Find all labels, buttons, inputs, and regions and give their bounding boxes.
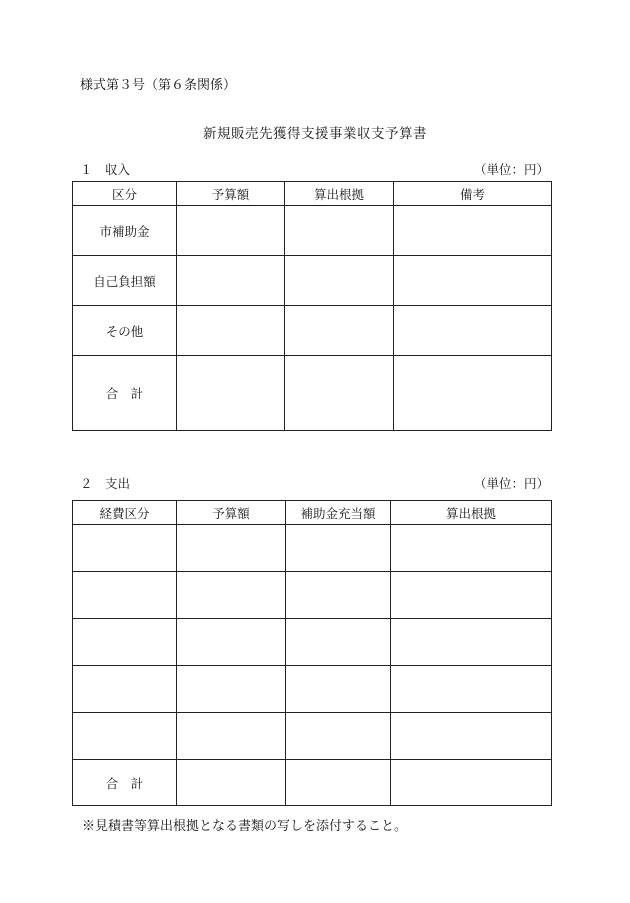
table-row [73, 525, 552, 572]
expense-cell[interactable] [286, 525, 391, 572]
income-col-remarks: 備考 [394, 182, 552, 206]
income-col-category: 区分 [73, 182, 177, 206]
expense-total-label: 合 計 [73, 760, 177, 806]
expense-cell[interactable] [391, 713, 552, 760]
table-row-total [73, 356, 552, 431]
income-header-row [73, 182, 552, 206]
income-unit-label: （単位：円） [474, 162, 550, 177]
expense-cell[interactable] [177, 525, 286, 572]
income-cell[interactable] [394, 256, 552, 306]
income-row-label: その他 [73, 306, 177, 356]
expense-col-basis: 算出根拠 [391, 501, 552, 525]
table-row-total [73, 760, 552, 806]
income-cell[interactable] [177, 356, 285, 431]
income-cell[interactable] [177, 206, 285, 256]
table-row [73, 713, 552, 760]
income-cell[interactable] [285, 206, 394, 256]
income-row-label: 市補助金 [73, 206, 177, 256]
expense-cell[interactable] [73, 525, 177, 572]
expense-col-subsidy: 補助金充当額 [286, 501, 391, 525]
expense-cell[interactable] [177, 572, 286, 619]
expense-cell[interactable] [286, 666, 391, 713]
income-cell[interactable] [394, 356, 552, 431]
expense-cell[interactable] [73, 619, 177, 666]
expense-cell[interactable] [177, 713, 286, 760]
income-col-budget: 予算額 [177, 182, 285, 206]
expense-cell[interactable] [286, 572, 391, 619]
expense-col-budget: 予算額 [177, 501, 286, 525]
income-cell[interactable] [394, 206, 552, 256]
expense-cell[interactable] [177, 619, 286, 666]
table-row [73, 206, 552, 256]
income-heading: １ 収入 [80, 162, 131, 177]
income-cell[interactable] [177, 256, 285, 306]
expense-heading: ２ 支出 [80, 476, 131, 491]
expense-cell[interactable] [177, 666, 286, 713]
income-row-label: 自己負担額 [73, 256, 177, 306]
expense-cell[interactable] [391, 760, 552, 806]
expense-cell[interactable] [391, 525, 552, 572]
income-cell[interactable] [394, 306, 552, 356]
table-row [73, 572, 552, 619]
expense-col-category: 経費区分 [73, 501, 177, 525]
expense-cell[interactable] [73, 713, 177, 760]
table-row [73, 306, 552, 356]
document-title: 新規販売先獲得支援事業収支予算書 [203, 126, 427, 142]
form-number: 様式第３号（第６条関係） [80, 78, 237, 93]
income-cell[interactable] [177, 306, 285, 356]
expense-unit-label: （単位：円） [474, 476, 550, 491]
income-cell[interactable] [285, 256, 394, 306]
income-cell[interactable] [285, 306, 394, 356]
expense-cell[interactable] [177, 760, 286, 806]
expense-header-row [73, 501, 552, 525]
income-row-label: 合 計 [73, 356, 177, 431]
attachment-note: ※見積書等算出根拠となる書類の写しを添付すること。 [82, 819, 408, 834]
expense-cell[interactable] [391, 619, 552, 666]
expense-cell[interactable] [286, 713, 391, 760]
income-table [72, 181, 552, 431]
expense-cell[interactable] [73, 666, 177, 713]
expense-cell[interactable] [391, 666, 552, 713]
table-row [73, 256, 552, 306]
expense-table [72, 500, 552, 806]
expense-cell[interactable] [73, 572, 177, 619]
expense-cell[interactable] [286, 619, 391, 666]
income-cell[interactable] [285, 356, 394, 431]
expense-cell[interactable] [286, 760, 391, 806]
income-col-basis: 算出根拠 [285, 182, 394, 206]
table-row [73, 666, 552, 713]
table-row [73, 619, 552, 666]
expense-cell[interactable] [391, 572, 552, 619]
